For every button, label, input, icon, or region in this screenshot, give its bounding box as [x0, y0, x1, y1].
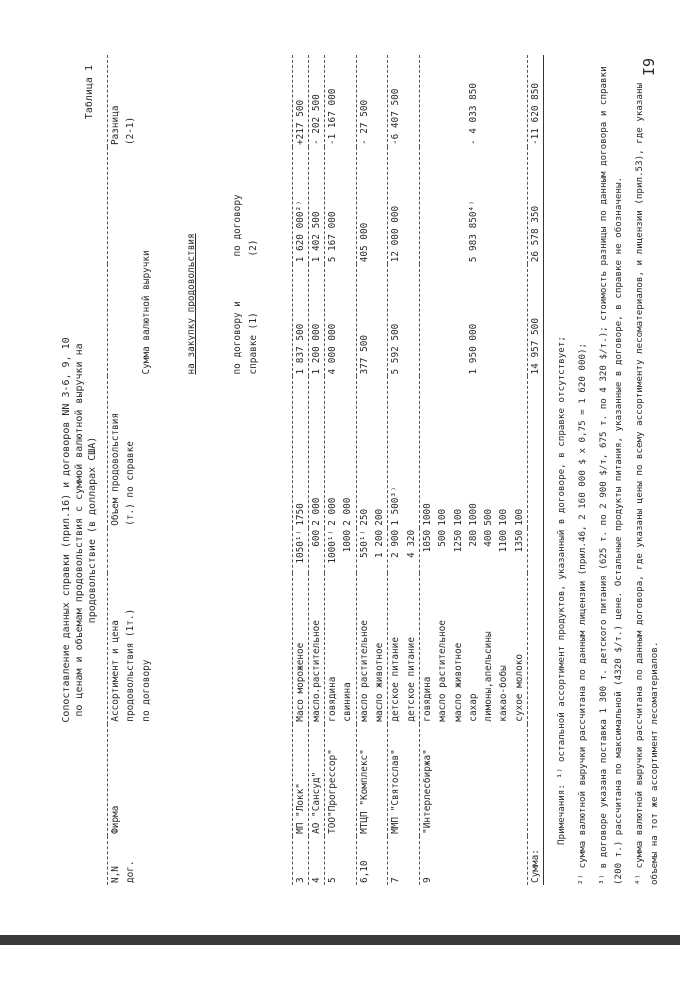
difference	[419, 55, 435, 147]
table-row	[435, 55, 450, 885]
row-number: 5	[325, 836, 341, 885]
difference	[451, 55, 466, 147]
difference: - 27 500	[356, 55, 372, 147]
sum-contract	[512, 147, 528, 264]
header-item: Ассортимент и цена продовольствия (1т.) по договору	[108, 528, 293, 724]
table-row	[292, 55, 308, 885]
sum-contract: 5 983 850⁴⁾	[467, 200, 479, 263]
sum-contract: 405 000	[356, 147, 372, 264]
table-row	[404, 55, 420, 885]
row-number	[512, 836, 528, 885]
item-name: говядина	[419, 573, 435, 724]
firm-name	[496, 724, 511, 836]
title-line: Сопоставление данных справки (прил.16) и договоров NN 3-6, 9, 10	[61, 337, 72, 723]
firm-name: МП "Локк"	[292, 724, 308, 836]
row-number	[404, 836, 420, 885]
item-volume: 250	[356, 376, 372, 527]
rule-cell	[544, 376, 545, 527]
item-price: 4 320	[405, 529, 417, 559]
table-row	[466, 55, 481, 885]
rule-cell	[544, 55, 545, 147]
rule-cell	[544, 836, 545, 885]
sum-reference: 377 500	[356, 264, 372, 376]
table-bottom-rule	[544, 55, 545, 885]
item-volume: 1000	[467, 503, 479, 526]
row-number: 3	[292, 836, 308, 885]
empty	[528, 376, 544, 527]
sum-reference: 5 592 500	[388, 264, 404, 376]
sum-contract	[404, 147, 420, 264]
table-row	[481, 55, 496, 885]
sum-contract	[435, 147, 450, 264]
difference	[496, 55, 511, 147]
table-row	[340, 55, 356, 885]
row-number	[435, 836, 450, 885]
firm-name	[340, 724, 356, 836]
table-row	[325, 55, 341, 885]
item-volume: 100	[437, 508, 449, 526]
rule-cell	[544, 724, 545, 836]
note-2: ²⁾ сумма валютной выручки рассчитана по данным лицензии (прил.46, 2 160 000 $ x 0,75 = 1 620 000);	[577, 342, 589, 885]
item-price: 1350	[513, 529, 525, 553]
item-volume: 500	[483, 508, 495, 526]
firm-name	[435, 724, 450, 836]
sum-reference	[512, 264, 528, 376]
difference	[481, 55, 496, 147]
document-body	[60, 55, 668, 885]
row-number	[451, 836, 466, 885]
total-difference: -11 620 850	[528, 55, 544, 147]
difference: - 4 033 850	[467, 82, 479, 146]
title-line: продовольствие (в долларах США)	[87, 436, 98, 624]
header-firm: Фирма	[108, 724, 293, 836]
item-price: 600	[308, 528, 324, 573]
sum-reference	[496, 264, 511, 376]
item-name: какао-бобы	[498, 665, 510, 722]
row-number	[481, 836, 496, 885]
item-name: масло.растительное	[308, 573, 324, 724]
item-price: 280	[467, 529, 479, 547]
item-name: Масо мороженое	[292, 573, 308, 724]
item-price: 2 900	[388, 528, 404, 573]
item-volume: 1 500³⁾	[388, 376, 404, 527]
sum-contract: 5 167 000	[325, 147, 341, 264]
item-volume: 2 000	[325, 376, 341, 527]
item-name: детское питание	[388, 573, 404, 724]
difference: -6 407 500	[388, 55, 404, 147]
firm-name: МТЦП "Комплекс"	[356, 724, 372, 836]
page-number: I9	[640, 57, 658, 76]
sum-contract: 12 000 000	[388, 147, 404, 264]
firm-name	[512, 724, 528, 836]
item-volume: 2 000	[308, 376, 324, 527]
item-volume: 200	[374, 508, 386, 526]
total-sum-contract: 26 578 350	[528, 147, 544, 264]
firm-name	[372, 724, 388, 836]
sum-reference	[451, 264, 466, 376]
item-name: лимоны,апельсины	[483, 631, 495, 722]
firm-name: АО "Сансуд"	[308, 724, 324, 836]
sum-reference: 1 950 000	[467, 323, 479, 375]
difference	[435, 55, 450, 147]
table-label: Таблица 1	[84, 65, 95, 120]
sum-reference	[372, 264, 388, 376]
table-row	[512, 55, 528, 885]
item-volume: 100	[452, 508, 464, 526]
item-price: 1000¹⁾	[325, 528, 341, 573]
firm-name: ТОО"Прогрессор"	[325, 724, 341, 836]
row-number: 4	[308, 836, 324, 885]
empty	[528, 573, 544, 724]
sum-contract: 1 402 500	[308, 147, 324, 264]
row-number	[466, 836, 481, 885]
table-row	[356, 55, 372, 885]
rule-cell	[544, 264, 545, 376]
difference	[372, 55, 388, 147]
notes	[554, 55, 662, 885]
rule-cell	[544, 573, 545, 724]
sum-contract	[451, 147, 466, 264]
sum-contract	[372, 147, 388, 264]
difference: +217 500	[292, 55, 308, 147]
item-name: сухое молоко	[513, 653, 525, 722]
total-sum-reference: 14 957 500	[528, 264, 544, 376]
item-name: говядина	[325, 573, 341, 724]
table-row	[372, 55, 388, 885]
item-name: сахар	[467, 693, 479, 722]
difference	[340, 55, 356, 147]
item-name: детское питание	[405, 637, 417, 722]
header-no: N,N дог.	[108, 836, 293, 885]
comparison-table	[107, 55, 544, 885]
sum-reference: 1 837 500	[292, 264, 308, 376]
table-row	[308, 55, 324, 885]
item-price: 1050¹⁾	[292, 528, 308, 573]
empty	[528, 724, 544, 836]
item-name: масло животное	[452, 642, 464, 722]
sum-contract	[496, 147, 511, 264]
header-diff: Разница (2-1)	[108, 55, 293, 147]
sum-contract	[481, 147, 496, 264]
sum-reference	[435, 264, 450, 376]
item-volume: 1000	[419, 376, 435, 527]
item-volume: 2 000	[342, 497, 354, 526]
item-price: 1100	[498, 529, 510, 553]
row-number	[496, 836, 511, 885]
item-volume: 1750	[292, 376, 308, 527]
table-row	[451, 55, 466, 885]
difference	[512, 55, 528, 147]
total-label: Сумма:	[528, 836, 544, 885]
header-volume: Объем продовольствия (т.) по справке	[108, 376, 293, 527]
firm-name	[481, 724, 496, 836]
item-volume: 100	[513, 508, 525, 526]
item-price: 400	[483, 529, 495, 547]
sum-reference	[340, 264, 356, 376]
sum-contract	[419, 147, 435, 264]
item-price: 550¹⁾	[356, 528, 372, 573]
header-sum: Сумма валютной выручки на закупку продовольствия по договору и справке (1) по договору (2)	[108, 147, 293, 376]
firm-name	[404, 724, 420, 836]
item-price: 1 200	[374, 529, 386, 559]
item-price: 1250	[452, 529, 464, 553]
sum-reference	[404, 264, 420, 376]
firm-name: ММП "Святослав"	[388, 724, 404, 836]
header-row	[108, 55, 293, 885]
item-price: 500	[437, 529, 449, 547]
item-volume: 100	[498, 508, 510, 526]
sum-reference: 4 000 000	[325, 264, 341, 376]
table-row	[388, 55, 404, 885]
difference: - 202 500	[308, 55, 324, 147]
sum-reference	[481, 264, 496, 376]
row-number	[372, 836, 388, 885]
note-4: ⁴⁾ сумма валютной выручки рассчитана по данным договора, где указаны цены по всему ассортименту лесоматериалов, и лицензии (прил.53), где указаны объемы на тот же ассортимент лесоматериалов.	[634, 77, 661, 885]
item-name: масло растительное	[356, 573, 372, 724]
item-name: свинина	[342, 682, 354, 722]
sum-contract: 1 620 000²⁾	[292, 147, 308, 264]
firm-name	[466, 724, 481, 836]
item-name: масло растительное	[437, 620, 449, 722]
item-volume	[404, 376, 420, 527]
title-line: по ценам и объемам продовольствия с суммой валютной выручки на	[74, 343, 85, 717]
item-name: масло животное	[374, 642, 386, 722]
rule-cell	[544, 147, 545, 264]
empty	[528, 528, 544, 573]
note-3: ³⁾ в договоре указана поставка 1 300 т. детского питания (625 т. по 2 900 $/т, 675 т. по 4 320 $/т.); стоимость разницы по данным договора и справки (200 т.) рассчитана по максимальной (4320 $/т.) цене. Остальные продукты питания, указанные в договоре, в справке не обозначены.	[598, 60, 625, 885]
item-price: 1050	[419, 528, 435, 573]
table-row	[419, 55, 435, 885]
row-number: 7	[388, 836, 404, 885]
difference	[404, 55, 420, 147]
item-price: 1000	[342, 529, 354, 553]
table-row	[496, 55, 511, 885]
note-1: Примечания: ¹⁾ остальной ассортимент продуктов, указанный в договоре, в справке отсутствует;	[556, 336, 568, 845]
sum-reference: 1 200 000	[308, 264, 324, 376]
firm-name: "Интерлесбиржа"	[419, 724, 435, 836]
difference: -1 167 000	[325, 55, 341, 147]
firm-name	[451, 724, 466, 836]
total-row	[528, 55, 544, 885]
document-title	[60, 55, 99, 1005]
sum-contract	[340, 147, 356, 264]
row-number	[340, 836, 356, 885]
row-number: 6,10	[356, 836, 372, 885]
sum-reference	[419, 264, 435, 376]
rule-cell	[544, 528, 545, 573]
row-number: 9	[419, 836, 435, 885]
